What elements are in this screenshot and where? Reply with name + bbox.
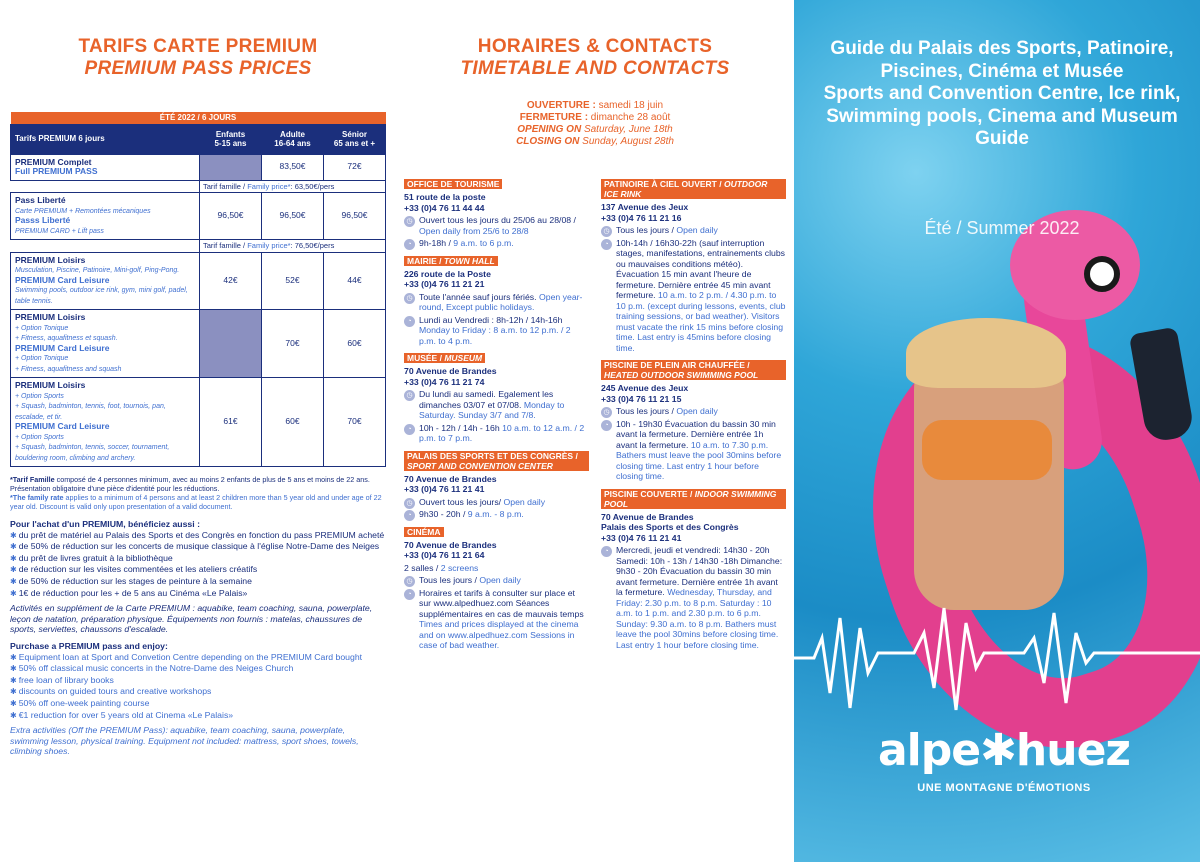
row-desc: + Option Sports bbox=[15, 392, 64, 400]
star-icon: ✱ bbox=[10, 652, 17, 662]
contact-address: 137 Avenue des Jeux bbox=[601, 202, 689, 212]
contact-info: ◷ Du lundi au samedi. Egalement les dimanches 03/07 et 07/08. Monday to Saturday. Sunday 3/7 and 7/8. bbox=[404, 389, 589, 421]
table-row bbox=[11, 310, 386, 378]
contact-address: 70 Avenue de Brandes bbox=[601, 511, 694, 522]
prices-title-fr: TARIFS CARTE PREMIUM bbox=[78, 36, 318, 57]
benefit-item bbox=[10, 675, 386, 687]
price-cell: 72€ bbox=[324, 154, 386, 180]
clock-icon: ◔ bbox=[601, 546, 612, 557]
row-en-desc: PREMIUM CARD + Lift pass bbox=[15, 227, 104, 235]
row-label bbox=[11, 193, 200, 240]
guide-title: Guide du Palais des Sports, Patinoire, Piscines, Cinéma et Musée Sports and Convention Centre, Ice rink, Swimming pools, Cinema and Museum Guide bbox=[823, 38, 1181, 149]
star-icon: ✱ bbox=[10, 675, 17, 685]
prices-panel bbox=[0, 0, 396, 862]
benefit-item bbox=[10, 710, 386, 722]
clock-icon: ◔ bbox=[404, 510, 415, 521]
table-row bbox=[11, 378, 386, 467]
row-en: Full PREMIUM PASS bbox=[15, 166, 98, 176]
contact-tag: PALAIS DES SPORTS ET DES CONGRÈS / SPORT AND CONVENTION CENTER bbox=[404, 451, 589, 471]
table-row bbox=[11, 154, 386, 180]
calendar-icon: ◷ bbox=[404, 498, 415, 509]
benefit-text: 1€ de réduction pour les + de 5 ans au Cinéma «Le Palais» bbox=[18, 587, 248, 598]
calendar-icon: ◷ bbox=[601, 226, 612, 237]
price-cell: 96,50€ bbox=[262, 193, 324, 240]
row-name: PREMIUM Loisirs bbox=[15, 380, 86, 390]
row-name: Pass Liberté bbox=[15, 195, 66, 205]
price-cell bbox=[200, 310, 262, 378]
family-price: Tarif famille / Family price*: 63,50€/pers bbox=[200, 180, 386, 193]
benefit-text: de 50% de réduction sur les concerts de musique classique à l'église Notre-Dame des Neiges bbox=[18, 541, 380, 552]
price-cell: 52€ bbox=[262, 252, 324, 310]
row-desc: Carte PREMIUM + Remontées mécaniques bbox=[15, 207, 151, 215]
contact-address: 226 route de la Poste bbox=[404, 268, 491, 279]
row-desc: Musculation, Piscine, Patinoire, Mini-golf, Ping-Pong. bbox=[15, 267, 180, 274]
benefit-item bbox=[10, 564, 386, 576]
contact-info: ◔ 10h - 12h / 14h - 16h 10 a.m. to 12 a.m. / 2 p.m. to 7 p.m. bbox=[404, 423, 589, 444]
star-icon: ✱ bbox=[10, 588, 17, 598]
contacts-panel bbox=[396, 0, 794, 862]
price-cell: 96,50€ bbox=[200, 193, 262, 240]
benefit-text: 50% off classical music concerts in the Notre-Dame des Neiges Church bbox=[18, 663, 294, 674]
table-caption: ÉTÉ 2022 / 6 JOURS bbox=[11, 112, 386, 124]
clock-icon: ◔ bbox=[601, 239, 612, 250]
clock-icon: ◔ bbox=[404, 424, 415, 435]
star-icon: ✱ bbox=[10, 542, 17, 552]
benefit-text: 50% off one-week painting course bbox=[18, 697, 150, 708]
contacts-left-column bbox=[404, 172, 589, 651]
contact-info: ◔ 9h-18h / 9 a.m. to 6 p.m. bbox=[404, 238, 589, 249]
benefit-text: de 50% de réduction sur les stages de peinture à la semaine bbox=[18, 575, 252, 586]
contact-address: +33 (0)4 76 11 21 41 bbox=[404, 484, 485, 494]
contact-address: +33 (0)4 76 11 44 44 bbox=[404, 202, 485, 213]
contact-address: 51 route de la poste bbox=[404, 192, 486, 202]
star-icon: ✱ bbox=[10, 530, 17, 540]
contact-address: 70 Avenue de Brandes bbox=[404, 539, 497, 550]
family-price-value: : 76,50€/pers bbox=[290, 241, 335, 250]
star-icon: ✱ bbox=[10, 565, 17, 575]
star-icon: ✱ bbox=[10, 698, 17, 708]
row-en-desc: Swimming pools, outdoor ice rink, gym, mini golf, padel, table tennis. bbox=[15, 287, 188, 305]
table-row bbox=[11, 252, 386, 310]
contact-info: ◔ 10h - 19h30 Évacuation du bassin 30 min avant la fermeture. Dernière entrée 1h avant la fermeture. 10 a.m. to 7.30 p.m. Bathers must leave the pool 30mins before closing time. Last entry 1 hour before closing time. bbox=[601, 419, 786, 482]
season-dates: OUVERTURE : samedi 18 juin FERMETURE : dimanche 28 août OPENING ON Saturday, June 18th CLOSING ON Sunday, August 28th bbox=[516, 100, 674, 147]
alpe-huez-logo: alpe✱huez bbox=[877, 725, 1131, 776]
calendar-icon: ◷ bbox=[601, 407, 612, 418]
contact-info: ◔ Horaires et tarifs à consulter sur place et sur www.alpedhuez.com Séances supplémentaires en cas de mauvais temps Times and prices displayed at the cinema and on www.alpedhuez.com Sessions in case of bad weather. bbox=[404, 588, 589, 651]
row-label bbox=[11, 310, 200, 378]
benefit-item bbox=[10, 541, 386, 553]
contact-address: 70 Avenue de Brandes bbox=[404, 473, 497, 484]
star-icon: ✱ bbox=[10, 687, 17, 697]
row-name: PREMIUM Loisirs bbox=[15, 312, 86, 322]
price-cell: 42€ bbox=[200, 252, 262, 310]
table-header: Adulte 16-64 ans bbox=[262, 124, 324, 154]
row-en: PREMIUM Card Leisure bbox=[15, 274, 110, 285]
swimmer-hair bbox=[906, 318, 1066, 388]
contact-info: ◷ Ouvert tous les jours/ Open daily bbox=[404, 497, 589, 508]
clock-icon: ◔ bbox=[404, 589, 415, 600]
star-icon: ✱ bbox=[10, 664, 17, 674]
benefit-text: du prêt de livres gratuit à la bibliothèque bbox=[18, 552, 173, 563]
contact-tag: OFFICE DE TOURISME bbox=[404, 179, 502, 189]
contact-tag: CINÉMA bbox=[404, 527, 444, 537]
table-header: Enfants 5-15 ans bbox=[200, 124, 262, 154]
benefit-item bbox=[10, 686, 386, 698]
row-en-desc2: + Fitness, aquafitness and squash bbox=[15, 365, 122, 373]
row-desc2: + Fitness, aquafitness et squash. bbox=[15, 335, 118, 342]
contact-info: ◷ Tous les jours / Open daily bbox=[601, 406, 786, 417]
contact-tag: PISCINE COUVERTE / INDOOR SWIMMING POOL bbox=[601, 489, 786, 509]
contact-tag: PISCINE DE PLEIN AIR CHAUFFÉE / HEATED OUTDOOR SWIMMING POOL bbox=[601, 360, 786, 380]
contact-address: +33 (0)4 76 11 21 21 bbox=[404, 279, 485, 289]
row-en-desc2: + Squash, badminton, tennis, soccer, tournament, bouldering room, climbing and archery. bbox=[15, 444, 170, 462]
row-desc: + Option Tonique bbox=[15, 324, 69, 332]
star-icon: ✱ bbox=[10, 576, 17, 586]
star-icon: ✱ bbox=[10, 710, 17, 720]
row-label bbox=[11, 252, 200, 310]
contacts-title-fr: HORAIRES & CONTACTS bbox=[477, 36, 713, 57]
price-cell: 96,50€ bbox=[324, 193, 386, 240]
contact-info: ◷ Tous les jours / Open daily bbox=[601, 225, 786, 236]
calendar-icon: ◷ bbox=[404, 390, 415, 401]
extra-en: Extra activities (Off the PREMIUM Pass): aquabike, team coaching, sauna, powerplate, swimming lesson, physical training. Equipment not included: mattress, sport shoes, towels, climbing shoes. bbox=[10, 725, 359, 757]
row-label bbox=[11, 154, 200, 180]
benefit-item bbox=[10, 553, 386, 565]
contacts-right-column bbox=[601, 172, 786, 651]
benefit-item bbox=[10, 663, 386, 675]
contact-info: ◔ 10h-14h / 16h30-22h (sauf interruption stages, manifestations, entrainements clubs ou mauvaises conditions météo). Évacuation 15 min avant l'heure de fermeture. Dernière entrée 45 min avant fermeture. 10 a.m. to 2 p.m. / 4.30 p.m. to 10 p.m. (except during lessons, events, club training sessions, or bad weather). Visitors must vacate the rink 15 mins before closing time. Last entry is 45mins before closing time. bbox=[601, 238, 786, 354]
family-label-en: Family price* bbox=[247, 241, 291, 250]
flamingo-eye bbox=[1084, 256, 1120, 292]
row-name: PREMIUM Complet bbox=[15, 156, 92, 167]
benefit-text: discounts on guided tours and creative workshops bbox=[18, 686, 212, 697]
benefit-item bbox=[10, 530, 386, 542]
contact-address: +33 (0)4 76 11 21 16 bbox=[601, 212, 682, 223]
clock-icon: ◔ bbox=[601, 420, 612, 431]
family-price: Tarif famille / Family price*: 76,50€/pers bbox=[200, 240, 386, 253]
price-cell bbox=[200, 154, 262, 180]
calendar-icon: ◷ bbox=[404, 216, 415, 227]
price-cell: 83,50€ bbox=[262, 154, 324, 180]
row-desc2: + Squash, badminton, tennis, foot, tournois, pan, escalade, et tir. bbox=[15, 403, 166, 421]
row-en: PREMIUM Card Leisure bbox=[15, 421, 110, 431]
contact-info: ◷ Tous les jours / Open daily bbox=[404, 575, 589, 586]
row-label bbox=[11, 378, 200, 467]
family-price-value: : 63,50€/pers bbox=[290, 181, 335, 191]
prices-title-en: PREMIUM PASS PRICES bbox=[84, 58, 312, 79]
table-header: Tarifs PREMIUM 6 jours bbox=[11, 124, 200, 154]
clock-icon: ◔ bbox=[404, 316, 415, 327]
contact-address: +33 (0)4 76 11 21 64 bbox=[404, 550, 485, 560]
swimsuit bbox=[922, 420, 1052, 480]
price-cell: 70€ bbox=[324, 378, 386, 467]
row-en: Passs Liberté bbox=[15, 215, 71, 225]
season-label: Été / Summer 2022 bbox=[924, 218, 1080, 238]
table-header: Sénior 65 ans et + bbox=[324, 124, 386, 154]
family-note: *Tarif Famille composé de 4 personnes minimum, avec au moins 2 enfants de plus de 5 ans et moins de 22 ans. Présentation obligatoire d'une pièce d'identité pour les réductions. *The family rate applies to a minimum of 4 persons and at least 2 children more than 5 year old and under age of 22 year old. Discount is valid only upon presentation of a valid document. bbox=[10, 475, 382, 511]
contact-info: ◷ Toute l'année sauf jours fériés. Open year-round, Except public holidays. bbox=[404, 292, 589, 313]
contact-info: ◔ Mercredi, jeudi et vendredi: 14h30 - 20h Samedi: 10h - 13h / 14h30 -18h Dimanche: 9h30 - 20h Évacuation du bassin 30 min avant fermeture. Dernière entrée 1h avant la fermeture. Wednesday, Thursday, and Friday: 2.30 p.m. to 8 p.m. Saturday : 10 a.m. to 1 p.m. and 2.30 p.m. to 6 p.m. Sunday: 9.30 a.m. to 8 p.m. Bathers must leave the pool 30mins before closing time. Last entry 1 hour before closing time. bbox=[601, 545, 786, 650]
row-name: PREMIUM Loisirs bbox=[15, 254, 86, 265]
contact-address: 70 Avenue de Brandes bbox=[404, 366, 497, 376]
price-cell: 44€ bbox=[324, 252, 386, 310]
contact-address: +33 (0)4 76 11 21 15 bbox=[601, 393, 682, 404]
family-row bbox=[11, 240, 386, 253]
contact-info: ◔ 9h30 - 20h / 9 a.m. - 8 p.m. bbox=[404, 509, 589, 520]
contact-info: ◷ Ouvert tous les jours du 25/06 au 28/08 / Open daily from 25/6 to 28/8 bbox=[404, 215, 589, 236]
star-icon: ✱ bbox=[10, 553, 17, 563]
cover-panel bbox=[794, 0, 1200, 862]
benefit-text: du prêt de matériel au Palais des Sports et des Congrès en fonction du pass PREMIUM acheté bbox=[18, 529, 385, 540]
contact-tag: MAIRIE / TOWN HALL bbox=[404, 256, 498, 266]
tagline: UNE MONTAGNE D'ÉMOTIONS bbox=[917, 782, 1091, 794]
price-cell: 60€ bbox=[324, 310, 386, 378]
family-row bbox=[11, 180, 386, 193]
extra-fr: Activités en supplément de la Carte PREMIUM : aquabike, team coaching, sauna, powerplate, leçon de natation, préparation physique. Équipements non fournis : matelas, chaussures de sports, serviettes, chaussons d'escalade. bbox=[10, 603, 373, 635]
contact-address: Palais des Sports et des Congrès bbox=[601, 522, 739, 532]
contacts-title-en: TIMETABLE AND CONTACTS bbox=[460, 58, 730, 79]
benefit-item bbox=[10, 698, 386, 710]
family-label-en: Family price* bbox=[247, 181, 291, 191]
price-cell: 70€ bbox=[262, 310, 324, 378]
benefit-text: de réduction sur les visites commentées et les ateliers créatifs bbox=[18, 564, 258, 575]
benefit-item bbox=[10, 652, 386, 664]
pulse-line-icon bbox=[794, 598, 1200, 713]
benefits-en: Purchase a PREMIUM pass and enjoy: ✱ Equipment loan at Sport and Convetion Centre depending on the PREMIUM Card bought ✱ 50% off classical music concerts in the Notre-Dame des Neiges Church ✱ free loan of library books ✱ discounts on guided tours and creative workshops ✱ 50% off one-week painting course ✱ €1 reduction for over 5 years old at Cinema «Le Palais» Extra activities (Off the PREMIUM Pass): aquabike, team coaching, sauna, powerplate, swimming lesson, physical training. Equipment not included: mattress, sport shoes, towels, climbing shoes. bbox=[10, 641, 386, 757]
contact-address: 245 Avenue des Jeux bbox=[601, 383, 689, 393]
price-cell: 61€ bbox=[200, 378, 262, 467]
benefit-text: €1 reduction for over 5 years old at Cinema «Le Palais» bbox=[18, 709, 234, 720]
benefit-item bbox=[10, 576, 386, 588]
family-label: Tarif famille bbox=[203, 181, 241, 191]
contact-address: +33 (0)4 76 11 21 41 bbox=[601, 532, 682, 543]
contact-info: ◔ Lundi au Vendredi : 8h-12h / 14h-16h Monday to Friday : 8 a.m. to 12 p.m. / 2 p.m. to 4 p.m. bbox=[404, 315, 589, 347]
benefit-item bbox=[10, 588, 386, 600]
prices-table bbox=[10, 112, 386, 467]
benefit-text: free loan of library books bbox=[18, 674, 114, 685]
contact-address: +33 (0)4 76 11 21 74 bbox=[404, 376, 485, 387]
table-row bbox=[11, 193, 386, 240]
screens-info: 2 salles / 2 screens bbox=[404, 562, 479, 573]
contact-tag: MUSÉE / MUSEUM bbox=[404, 353, 485, 363]
calendar-icon: ◷ bbox=[404, 293, 415, 304]
row-en-desc: + Option Tonique bbox=[15, 355, 69, 362]
row-en-desc: + Option Sports bbox=[15, 433, 64, 441]
price-cell: 60€ bbox=[262, 378, 324, 467]
contact-tag: PATINOIRE À CIEL OUVERT / OUTDOOR ICE RINK bbox=[601, 179, 786, 199]
benefits-fr: Pour l'achat d'un PREMIUM, bénéficiez aussi : ✱ du prêt de matériel au Palais des Sports et des Congrès en fonction du pass PREMIUM acheté ✱ de 50% de réduction sur les concerts de musique classique à l'église Notre-Dame des Neiges ✱ du prêt de livres gratuit à la bibliothèque ✱ de réduction sur les visites commentées et les ateliers créatifs ✱ de 50% de réduction sur les stages de peinture à la semaine ✱ 1€ de réduction pour les + de 5 ans au Cinéma «Le Palais» Activités en supplément de la Carte PREMIUM : aquabike, team coaching, sauna, powerplate, leçon de natation, préparation physique. Équipements non fournis : matelas, chaussures de sports, serviettes, chaussons d'escalade. bbox=[10, 519, 385, 635]
calendar-icon: ◷ bbox=[404, 576, 415, 587]
benefit-text: Equipment loan at Sport and Convetion Centre depending on the PREMIUM Card bought bbox=[18, 651, 363, 662]
family-label: Tarif famille bbox=[203, 241, 241, 250]
clock-icon: ◔ bbox=[404, 239, 415, 250]
row-en: PREMIUM Card Leisure bbox=[15, 342, 110, 353]
